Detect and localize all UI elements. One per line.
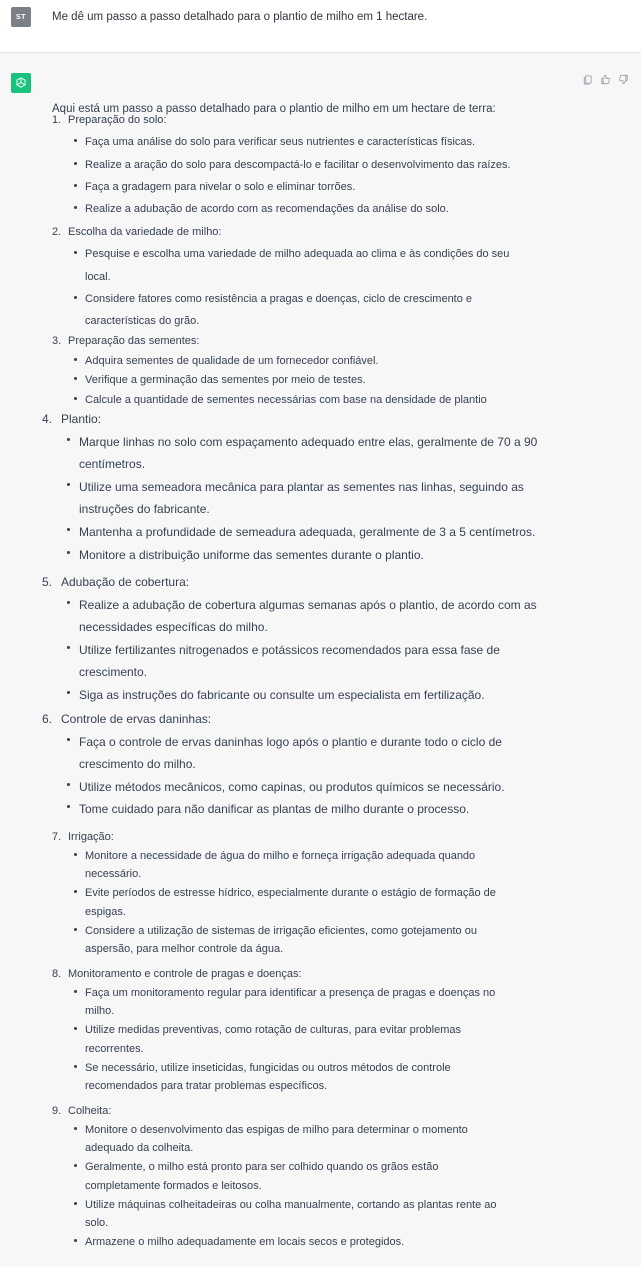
bullet-text: Realize a aração do solo para descompactá-lo e facilitar o desenvolvimento das raízes. (85, 158, 511, 171)
bullet-dot (74, 206, 77, 209)
bullet-text: Utilize máquinas colheitadeiras ou colha manualmente, cortando as plantas rente ao (85, 1198, 497, 1211)
bullet-text: Marque linhas no solo com espaçamento adequado entre elas, geralmente de 70 a 90 (79, 434, 538, 449)
bullet-text: Considere fatores como resistência a pragas e doenças, ciclo de crescimento e (85, 292, 473, 305)
bullet-dot (74, 1065, 77, 1068)
bullet-text: Mantenha a profundidade de semeadura adequada, geralmente de 3 a 5 centímetros. (79, 525, 536, 539)
bullet-dot (74, 358, 77, 361)
bullet-dot (74, 1027, 77, 1030)
bullet-text: Realize a adubação de acordo com as recomendações da análise do solo. (85, 203, 449, 216)
bullet-text: centímetros. (79, 457, 146, 472)
bullet-text: Faça a gradagem para nivelar o solo e eliminar torrões. (85, 180, 356, 193)
bullet-text: aspersão, para melhor controle da água. (85, 943, 284, 956)
bullet-text: completamente formados e leitosos. (85, 1179, 262, 1192)
step-title: Escolha da variedade de milho: (68, 226, 222, 238)
bullet-text: Evite períodos de estresse hídrico, especialmente durante o estágio de formação de (85, 887, 496, 900)
bullet-dot (74, 890, 77, 893)
bullet-dot (67, 783, 70, 786)
step-title: Monitoramento e controle de pragas e doenças: (68, 968, 302, 980)
bullet-text: Calcule a quantidade de sementes necessárias com base na densidade de plantio (85, 393, 487, 406)
bullet-text: necessidades específicas do milho. (79, 620, 268, 635)
bullet-text: Verifique a germinação das sementes por meio de testes. (85, 374, 366, 386)
bullet-text: Utilize fertilizantes nitrogenados e potássicos recomendados para essa fase de (79, 642, 500, 657)
bullet-text: crescimento. (79, 665, 148, 680)
bullet-text: Se necessário, utilize inseticidas, fungicidas ou outros métodos de controle (85, 1061, 451, 1074)
step-title: Preparação do solo: (68, 114, 167, 126)
bullet-text: Faça um monitoramento regular para identificar a presença de pragas e doenças no (85, 986, 496, 999)
bullet-text: Armazene o milho adequadamente em locais secos e protegidos. (85, 1235, 405, 1248)
user-avatar: ST (11, 7, 31, 27)
bullet-dot (67, 483, 70, 486)
bullet-dot (74, 1127, 77, 1130)
bullet-dot (74, 296, 77, 299)
bullet-dot (74, 1202, 77, 1205)
bullet-dot (74, 162, 77, 165)
bullet-text: Monitore o desenvolvimento das espigas de milho para determinar o momento (85, 1123, 468, 1136)
bullet-dot (74, 184, 77, 187)
bullet-dot (74, 928, 77, 931)
step-number: 3. (52, 335, 62, 347)
step-number: 7. (52, 831, 62, 843)
step-number: 5. (42, 575, 53, 589)
step-number: 1. (52, 114, 62, 126)
bullet-text: Tome cuidado para não danificar as plantas de milho durante o processo. (79, 802, 470, 817)
bullet-text: Faça o controle de ervas daninhas logo após o plantio e durante todo o ciclo de (79, 734, 502, 749)
step-title: Preparação das sementes: (68, 335, 200, 347)
bullet-text: espigas. (85, 905, 126, 918)
step-title: Colheita: (68, 1105, 112, 1117)
bullet-text: Utilize métodos mecânicos, como capinas, ou produtos químicos se necessário. (79, 779, 505, 794)
bullet-dot (74, 990, 77, 993)
bullet-text: Adquira sementes de qualidade de um fornecedor confiável. (85, 354, 379, 367)
step-number: 6. (42, 712, 53, 726)
bullet-text: Faça uma análise do solo para verificar seus nutrientes e características físicas. (85, 136, 476, 149)
step-title: Adubação de cobertura: (61, 575, 190, 589)
bullet-dot (67, 528, 70, 531)
bullet-text: instruções do fabricante. (79, 502, 210, 517)
bullet-dot (74, 397, 77, 400)
bullet-dot (74, 139, 77, 142)
bullet-dot (67, 738, 70, 741)
assistant-content (0, 53, 641, 1267)
bullet-dot (67, 646, 70, 649)
step-number: 2. (52, 226, 62, 238)
bullet-dot (67, 601, 70, 604)
bullet-dot (74, 853, 77, 856)
bullet-text: Utilize uma semeadora mecânica para plantar as sementes nas linhas, seguindo as (79, 479, 524, 494)
bullet-text: Considere a utilização de sistemas de irrigação eficientes, como gotejamento ou (85, 924, 477, 937)
bullet-dot (74, 251, 77, 254)
bullet-text: crescimento do milho. (79, 757, 196, 772)
bullet-dot (67, 805, 70, 808)
bullet-text: Monitore a distribuição uniforme das sementes durante o plantio. (79, 547, 424, 562)
bullet-text: milho. (85, 1005, 115, 1018)
bullet-text: recorrentes. (85, 1042, 144, 1055)
step-number: 4. (42, 412, 53, 426)
bullet-text: Geralmente, o milho está pronto para ser colhido quando os grãos estão (85, 1161, 439, 1174)
user-message-text: Me dê um passo a passo detalhado para o plantio de milho em 1 hectare. (52, 11, 428, 23)
bullet-dot (74, 1239, 77, 1242)
bullet-text: Realize a adubação de cobertura algumas semanas após o plantio, de acordo com as (79, 597, 537, 612)
step-number: 8. (52, 968, 62, 980)
bullet-dot (67, 438, 70, 441)
bullet-dot (74, 1164, 77, 1167)
bullet-text: Monitore a necessidade de água do milho e forneça irrigação adequada quando (85, 849, 476, 862)
user-message (0, 0, 641, 53)
step-title: Controle de ervas daninhas: (61, 712, 212, 726)
bullet-text: local. (85, 270, 111, 283)
intro-text: Aqui está um passo a passo detalhado para o plantio de milho em um hectare de terra: (52, 103, 496, 115)
bullet-text: adequado da colheita. (85, 1142, 194, 1155)
bullet-text: solo. (85, 1217, 109, 1230)
assistant-message (0, 53, 641, 1267)
bullet-text: Siga as instruções do fabricante ou consulte um especialista em fertilização. (79, 688, 485, 702)
bullet-dot (67, 691, 70, 694)
bullet-text: Pesquise e escolha uma variedade de milho adequada ao clima e às condições do seu (85, 248, 510, 261)
bullet-text: recomendados para tratar problemas específicos. (85, 1080, 328, 1093)
step-title: Irrigação: (68, 831, 114, 843)
bullet-text: Utilize medidas preventivas, como rotação de culturas, para evitar problemas (85, 1024, 462, 1037)
bullet-text: necessário. (85, 868, 142, 881)
step-title: Plantio: (61, 412, 102, 426)
bullet-dot (74, 377, 77, 380)
step-number: 9. (52, 1105, 62, 1117)
bullet-text: características do grão. (85, 315, 200, 328)
bullet-dot (67, 551, 70, 554)
